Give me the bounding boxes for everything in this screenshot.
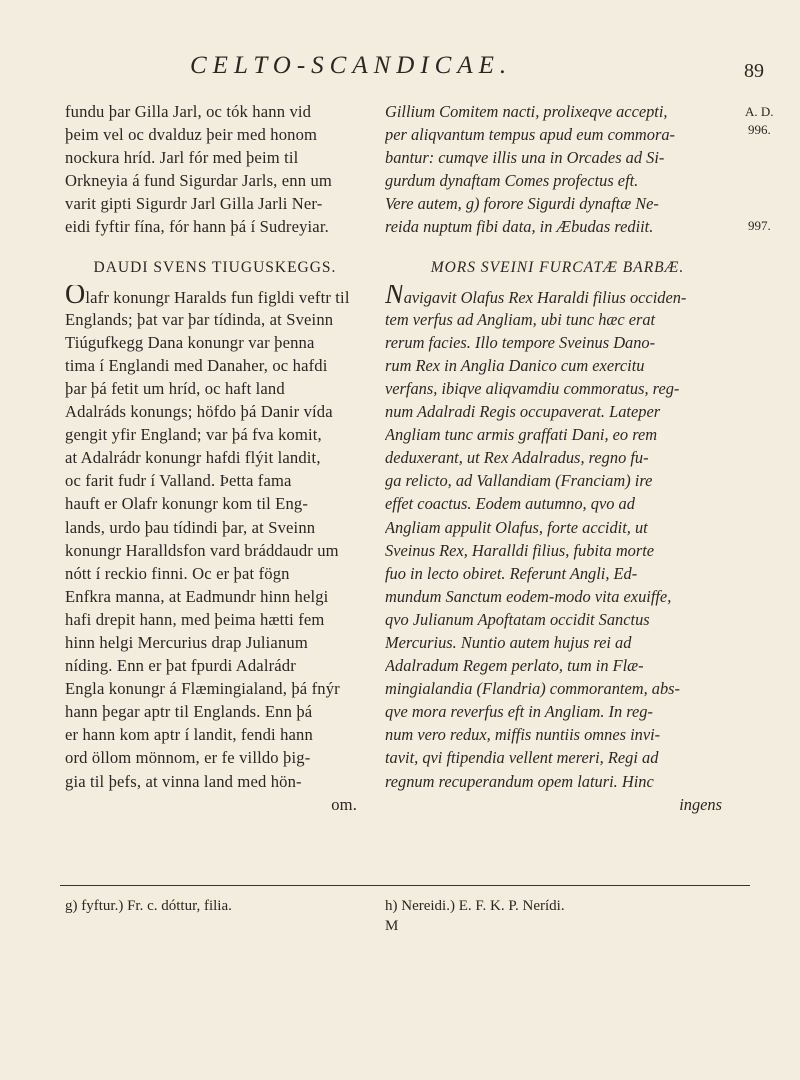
text-line: tavit, qvi ftipendia vellent mereri, Regi ad	[385, 748, 659, 768]
first-line-text: avigavit Olafus Rex Haraldi filius occiden-	[403, 287, 687, 307]
text-line: Angliam appulit Olafus, forte accidit, ut	[385, 517, 648, 537]
text-line: gia til þefs, at vinna land med hön-	[65, 771, 302, 791]
text-line: Adalráds konungs; höfdo þá Danir vída	[65, 402, 333, 422]
text-line: deduxerant, ut Rex Adalradus, regno fu-	[385, 448, 649, 468]
text-line: ga relicto, ad Vallandiam (Franciam) ire	[385, 471, 653, 491]
text-line: gurdum dynaftam Comes profectus eft.	[385, 171, 639, 191]
text-line: tima í Englandi med Danaher, oc hafdi	[65, 355, 328, 375]
text-line: lands, urdo þau tídindi þar, at Sveinn	[65, 517, 316, 537]
text-line: qvo Julianum Apoftatam occidit Sanctus	[385, 609, 650, 629]
text-line: fuo in lecto obiret. Referunt Angli, Ed-	[385, 563, 638, 583]
page-number: 89	[744, 60, 764, 82]
text-line: bantur: cumqve illis una in Orcades ad Si-	[385, 148, 665, 168]
text-line: Englands; þat var þar tídinda, at Sveinn	[65, 309, 334, 329]
text-line: fundu þar Gilla Jarl, oc tók hann vid	[65, 102, 312, 121]
right-column-latin	[385, 100, 730, 816]
text-line: níding. Enn er þat fpurdi Adalrádr	[65, 656, 296, 676]
signature-mark: M	[385, 918, 399, 934]
text-line: mingialandia (Flandria) commorantem, abs-	[385, 679, 681, 699]
text-line: er hann kom aptr í landit, fendi hann	[65, 725, 313, 745]
text-line: rerum facies. Illo tempore Sveinus Dano-	[385, 332, 656, 352]
text-line: ord öllom mönnom, er fe villdo þig-	[65, 748, 311, 768]
text-line: reida nuptum fibi data, in Æbudas rediit.	[385, 217, 654, 237]
margin-year-label: A. D.	[745, 104, 774, 119]
text-line: Tiúgufkegg Dana konungr var þenna	[65, 332, 315, 352]
text-line: Mercurius. Nuntio autem hujus rei ad	[385, 632, 632, 652]
first-line	[65, 285, 365, 308]
footnote-h: h) Nereidi.) E. F. K. P. Nerídi.	[385, 898, 565, 914]
margin-year-996: 996.	[748, 122, 771, 137]
text-line: tem verfus ad Angliam, ubi tunc hæc erat	[385, 309, 656, 329]
text-line: Angliam tunc armis graffati Dani, eo rem	[385, 425, 658, 445]
catchword: ingens	[679, 794, 722, 814]
text-line: Orkneyia á fund Sigurdar Jarls, enn um	[65, 171, 332, 191]
margin-year-997: 997.	[748, 218, 771, 233]
text-line: num Adalradi Regis occupaverat. Lateper	[385, 402, 661, 422]
text-line: Enfkra manna, at Eadmundr hinn helgi	[65, 586, 329, 606]
text-line: verfans, ibiqve aliqvamdiu commoratus, reg-	[385, 378, 680, 398]
text-line: nótt í reckio finni. Oc er þat fögn	[65, 563, 290, 583]
text-line: hinn helgi Mercurius drap Julianum	[65, 632, 308, 652]
text-line: hauft er Olafr konungr kom til Eng-	[65, 494, 309, 514]
text-line: gengit yfir England; var þá fva komit,	[65, 425, 322, 445]
running-title: CELTO-SCANDICAE.	[190, 52, 513, 79]
text-line: num vero redux, miffis nuntiis omnes invi-	[385, 725, 661, 745]
catchword: om.	[331, 794, 357, 814]
text-line: regnum recuperandum opem laturi. Hinc	[385, 771, 654, 791]
text-line: rum Rex in Anglia Danico cum exercitu	[385, 355, 645, 375]
text-line: nockura hríd. Jarl fór med þeim til	[65, 148, 299, 168]
text-line: Adalradum Regem perlato, tum in Flæ-	[385, 656, 644, 676]
text-line: þeim vel oc dvalduz þeir med honom	[65, 125, 318, 145]
text-line: eidi fyftir fína, fór hann þá í Sudreyiar.	[65, 217, 329, 237]
text-line: varit gipti Sigurdr Jarl Gilla Jarli Ner-	[65, 194, 323, 214]
left-column-norse	[65, 100, 365, 816]
footnote-rule	[60, 885, 750, 886]
section-heading-norse: DAUDI SVENS TIUGUSKEGGS.	[93, 258, 337, 276]
text-line: Vere autem, g) forore Sigurdi dynaftæ Ne-	[385, 194, 659, 214]
text-line: þar þá fetit um hríd, oc haft land	[65, 378, 285, 398]
text-line: hafi drepit hann, med þeima hætti fem	[65, 609, 325, 629]
text-line: effet coactus. Eodem autumno, qvo ad	[385, 494, 635, 514]
text-line: Gillium Comitem nacti, prolixeqve accepti,	[385, 102, 668, 121]
drop-cap: N	[385, 284, 404, 308]
text-line: oc farit fudr í Valland. Þetta fama	[65, 471, 292, 491]
drop-cap: O	[65, 284, 86, 308]
text-line: konungr Haralldsfon vard bráddaudr um	[65, 540, 339, 560]
section-heading-latin: MORS SVEINI FURCATÆ BARBÆ.	[430, 258, 685, 276]
first-line-text: lafr konungr Haralds fun figldi veftr til	[85, 287, 350, 307]
text-line: per aliqvantum tempus apud eum commora-	[385, 125, 675, 145]
first-line	[385, 285, 730, 308]
text-line: at Adalrádr konungr hafdi flýit landit,	[65, 448, 321, 468]
text-line: qve mora reverfus eft in Angliam. In reg-	[385, 702, 653, 722]
text-line: mundum Sanctum eodem-modo vita exuiffe,	[385, 586, 672, 606]
text-line: Sveinus Rex, Haralldi filius, fubita morte	[385, 540, 655, 560]
text-line: hann þegar aptr til Englands. Enn þá	[65, 702, 313, 722]
footnote-g: g) fyftur.) Fr. c. dóttur, filia.	[65, 898, 232, 914]
text-line: Engla konungr á Flæmingialand, þá fnýr	[65, 679, 340, 699]
